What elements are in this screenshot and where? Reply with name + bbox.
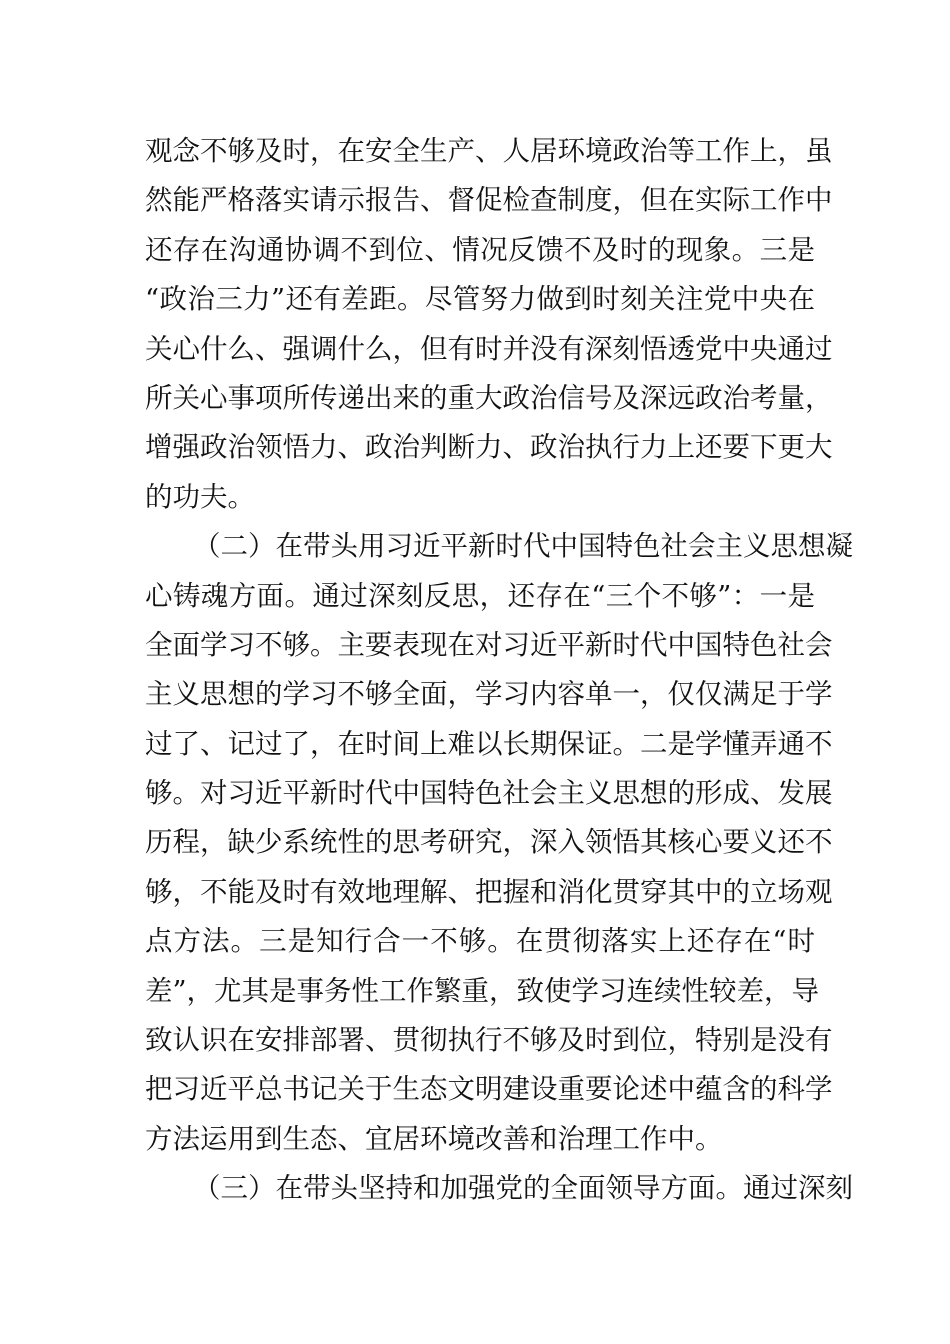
text-line: 过了、记过了，在时间上难以长期保证。二是学懂弄通不: [145, 727, 833, 760]
text-line: 差”，尤其是事务性工作繁重，致使学习连续性较差，导: [145, 974, 820, 1007]
text-line: 还存在沟通协调不到位、情况反馈不及时的现象。三是: [145, 233, 815, 266]
text-line: 把习近平总书记关于生态文明建设重要论述中蕴含的科学: [145, 1073, 833, 1106]
text-line: （二）在带头用习近平新时代中国特色社会主义思想凝: [193, 530, 853, 563]
text-line: 关心什么、强调什么，但有时并没有深刻悟透党中央通过: [145, 332, 833, 365]
text-line: （三）在带头坚持和加强党的全面领导方面。通过深刻: [193, 1172, 853, 1205]
text-line: 所关心事项所传递出来的重大政治信号及深远政治考量，: [145, 381, 833, 414]
text-line: 致认识在安排部署、贯彻执行不够及时到位，特别是没有: [145, 1024, 833, 1057]
text-line: 主义思想的学习不够全面，学习内容单一，仅仅满足于学: [145, 678, 833, 711]
text-line: “政治三力”还有差距。尽管努力做到时刻关注党中央在: [145, 283, 815, 316]
text-line: 心铸魂方面。通过深刻反思，还存在“三个不够”：一是: [145, 579, 815, 612]
text-line: 全面学习不够。主要表现在对习近平新时代中国特色社会: [145, 628, 833, 661]
text-line: 的功夫。: [145, 480, 255, 513]
text-line: 然能严格落实请示报告、督促检查制度，但在实际工作中: [145, 184, 833, 217]
body-text: [145, 127, 853, 1214]
text-line: 点方法。三是知行合一不够。在贯彻落实上还存在“时: [145, 925, 815, 958]
text-line: 够，不能及时有效地理解、把握和消化贯穿其中的立场观: [145, 875, 833, 908]
text-line: 增强政治领悟力、政治判断力、政治执行力上还要下更大: [145, 431, 833, 464]
text-line: 历程，缺少系统性的思考研究，深入领悟其核心要义还不: [145, 826, 833, 859]
text-line: 方法运用到生态、宜居环境改善和治理工作中。: [145, 1122, 723, 1155]
text-line: 够。对习近平新时代中国特色社会主义思想的形成、发展: [145, 777, 833, 810]
text-line: 观念不够及时，在安全生产、人居环境政治等工作上，虽: [145, 135, 833, 167]
